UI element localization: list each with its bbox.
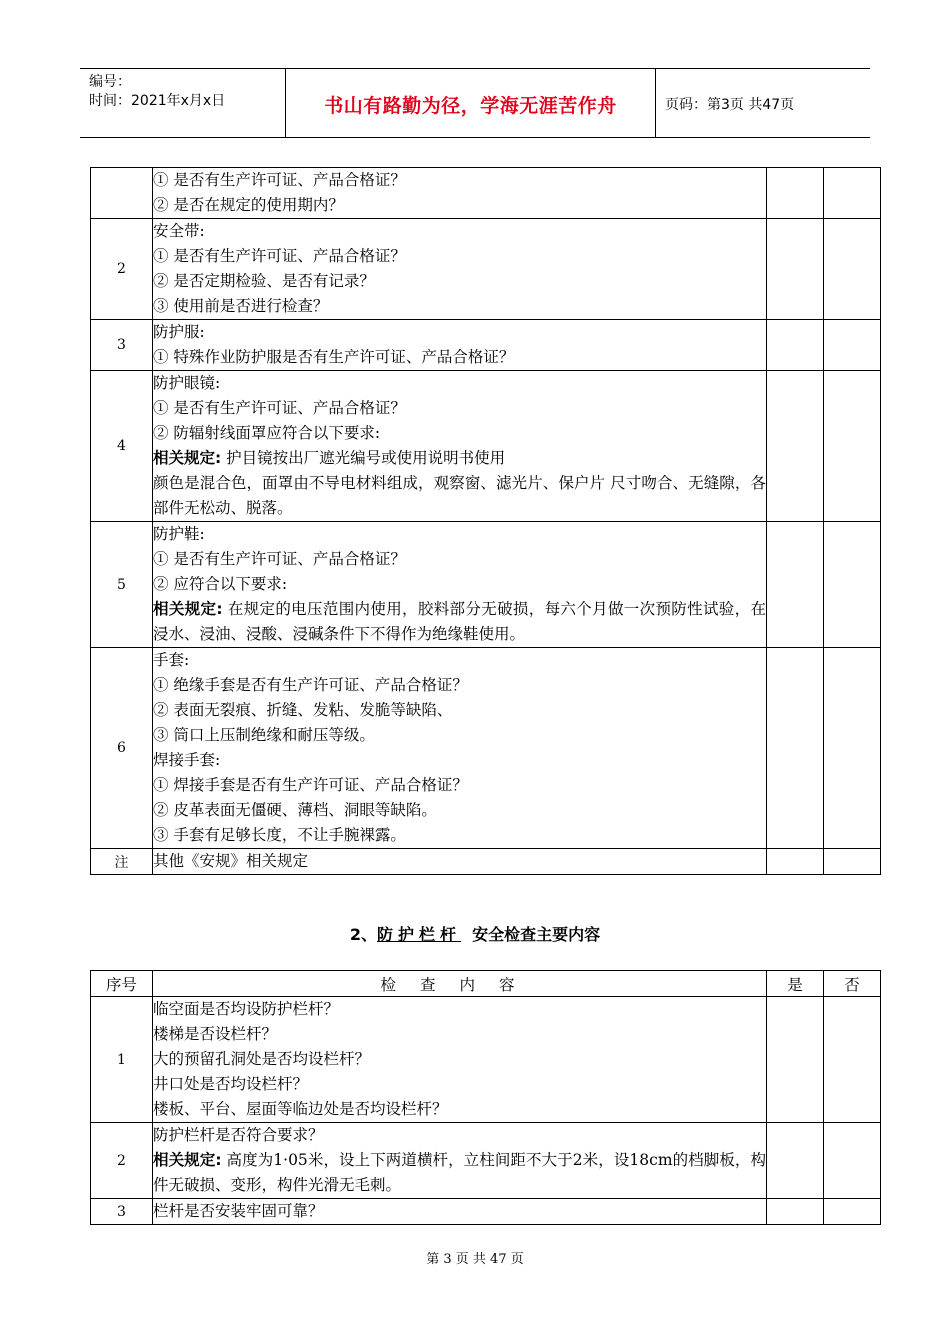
yes-checkbox-cell[interactable] xyxy=(767,648,824,849)
content-line: ① 是否有生产许可证、产品合格证？ xyxy=(153,171,406,189)
rule-line xyxy=(153,446,766,471)
yes-checkbox-cell[interactable] xyxy=(767,997,824,1123)
content-line: 楼梯是否设栏杆？ xyxy=(153,1025,278,1043)
content-line: 防护服: xyxy=(153,323,205,341)
content-line: ① 是否有生产许可证、产品合格证？ xyxy=(153,550,406,568)
content-line: ① 绝缘手套是否有生产许可证、产品合格证？ xyxy=(153,676,468,694)
content-line: 井口处是否均设栏杆？ xyxy=(153,1075,309,1093)
table-row xyxy=(91,219,881,320)
content-line: 其他《安规》相关规定 xyxy=(153,852,309,870)
row-content xyxy=(153,1123,767,1199)
table-row xyxy=(91,1199,881,1225)
content-line: 楼板、平台、屋面等临边处是否均设栏杆？ xyxy=(153,1100,448,1118)
content-line: ② 防辐射线面罩应符合以下要求: xyxy=(153,424,381,442)
header-divider xyxy=(655,69,656,137)
no-checkbox-cell[interactable] xyxy=(824,648,881,849)
content-line: ③ 使用前是否进行检查？ xyxy=(153,297,329,315)
row-content xyxy=(153,168,767,219)
header-seq: 序号 xyxy=(91,971,153,997)
rule-label: 相关规定: xyxy=(153,1151,222,1169)
no-checkbox-cell[interactable] xyxy=(824,1123,881,1199)
no-checkbox-cell[interactable] xyxy=(824,1199,881,1225)
no-checkbox-cell[interactable] xyxy=(824,522,881,648)
row-content xyxy=(153,1199,767,1225)
yes-checkbox-cell[interactable] xyxy=(767,522,824,648)
content-line: ② 应符合以下要求: xyxy=(153,575,288,593)
page-footer: 第 3 页 共 47 页 xyxy=(426,1252,524,1267)
railing-check-table xyxy=(90,970,881,1225)
content-line: 手套: xyxy=(153,651,190,669)
yes-checkbox-cell[interactable] xyxy=(767,219,824,320)
row-content xyxy=(153,320,767,371)
yes-checkbox-cell[interactable] xyxy=(767,320,824,371)
section-title xyxy=(0,922,950,945)
ppe-check-table xyxy=(90,167,881,875)
header-motto: 书山有路勤为径，学海无涯苦作舟 xyxy=(324,95,617,117)
table-header-row xyxy=(91,971,881,997)
rule-text: 高度为1·05米，设上下两道横杆，立柱间距不大于2米，设18cm的档脚板，构件无破损、变形，构件光滑无毛刺。 xyxy=(153,1151,766,1194)
section-suffix: 安全检查主要内容 xyxy=(472,925,601,944)
no-checkbox-cell[interactable] xyxy=(824,371,881,522)
section-name: 防护栏杆 xyxy=(376,925,461,944)
section-prefix: 2、 xyxy=(349,925,377,944)
no-checkbox-cell[interactable] xyxy=(824,168,881,219)
no-checkbox-cell[interactable] xyxy=(824,320,881,371)
content-line: 焊接手套: xyxy=(153,751,221,769)
yes-checkbox-cell[interactable] xyxy=(767,371,824,522)
header-no: 否 xyxy=(824,971,881,997)
no-checkbox-cell[interactable] xyxy=(824,219,881,320)
header-page-info: 页码：第3页 共47页 xyxy=(665,97,795,113)
row-number: 注 xyxy=(91,849,153,875)
row-number: 2 xyxy=(91,219,153,320)
content-line: 安全带: xyxy=(153,222,205,240)
table-row xyxy=(91,522,881,648)
header-meta xyxy=(89,73,225,111)
yes-checkbox-cell[interactable] xyxy=(767,849,824,875)
content-paragraph: 颜色是混合色，面罩由不导电材料组成，观察窗、滤光片、保户片 尺寸吻合、无缝隙，各部件无松动、脱落。 xyxy=(153,474,766,517)
header-content: 检查内容 xyxy=(153,971,767,997)
header-number-label: 编号： xyxy=(89,74,131,90)
header-time: 时间：2021年x月x日 xyxy=(89,93,226,109)
yes-checkbox-cell[interactable] xyxy=(767,168,824,219)
content-line: 临空面是否均设防护栏杆？ xyxy=(153,1000,340,1018)
table-row xyxy=(91,1123,881,1199)
row-content xyxy=(153,371,767,522)
rule-paragraph xyxy=(153,1148,766,1198)
no-checkbox-cell[interactable] xyxy=(824,997,881,1123)
row-number xyxy=(91,168,153,219)
table-row xyxy=(91,371,881,522)
content-line: ② 是否定期检验、是否有记录？ xyxy=(153,272,375,290)
row-number: 3 xyxy=(91,1199,153,1225)
content-line: 防护鞋: xyxy=(153,525,205,543)
rule-paragraph xyxy=(153,597,766,647)
content-line: ③ 筒口上压制绝缘和耐压等级。 xyxy=(153,726,375,744)
no-checkbox-cell[interactable] xyxy=(824,849,881,875)
table-row xyxy=(91,168,881,219)
rule-label: 相关规定: xyxy=(153,600,223,618)
row-number: 2 xyxy=(91,1123,153,1199)
row-content xyxy=(153,522,767,648)
content-line: ② 是否在规定的使用期内？ xyxy=(153,196,344,214)
row-number: 1 xyxy=(91,997,153,1123)
content-line: ① 焊接手套是否有生产许可证、产品合格证？ xyxy=(153,776,468,794)
table-row xyxy=(91,849,881,875)
table-row xyxy=(91,997,881,1123)
content-line: 大的预留孔洞处是否均设栏杆？ xyxy=(153,1050,371,1068)
row-content xyxy=(153,219,767,320)
row-content xyxy=(153,648,767,849)
table-row xyxy=(91,648,881,849)
content-line: ② 皮革表面无僵硬、薄档、洞眼等缺陷。 xyxy=(153,801,437,819)
yes-checkbox-cell[interactable] xyxy=(767,1123,824,1199)
content-line: ① 特殊作业防护服是否有生产许可证、产品合格证？ xyxy=(153,348,515,366)
rule-text: 护目镜按出厂遮光编号或使用说明书使用 xyxy=(226,449,506,467)
rule-text: 在规定的电压范围内使用，胶料部分无破损，每六个月做一次预防性试验，在浸水、浸油、浸酸、浸碱条件下不得作为绝缘鞋使用。 xyxy=(153,600,766,643)
content-line: 防护栏杆是否符合要求？ xyxy=(153,1126,324,1144)
header-yes: 是 xyxy=(767,971,824,997)
row-number: 3 xyxy=(91,320,153,371)
row-number: 6 xyxy=(91,648,153,849)
content-line: ② 表面无裂痕、折缝、发粘、发脆等缺陷、 xyxy=(153,701,453,719)
content-line: ① 是否有生产许可证、产品合格证？ xyxy=(153,399,406,417)
row-content xyxy=(153,997,767,1123)
rule-label: 相关规定: xyxy=(153,449,222,467)
table-row xyxy=(91,320,881,371)
row-number: 4 xyxy=(91,371,153,522)
content-line: 防护眼镜: xyxy=(153,374,221,392)
row-content xyxy=(153,849,767,875)
yes-checkbox-cell[interactable] xyxy=(767,1199,824,1225)
content-line: ① 是否有生产许可证、产品合格证？ xyxy=(153,247,406,265)
row-number: 5 xyxy=(91,522,153,648)
content-line: 栏杆是否安装牢固可靠？ xyxy=(153,1202,324,1220)
page-header xyxy=(80,68,870,138)
content-line: ③ 手套有足够长度，不让手腕裸露。 xyxy=(153,826,406,844)
